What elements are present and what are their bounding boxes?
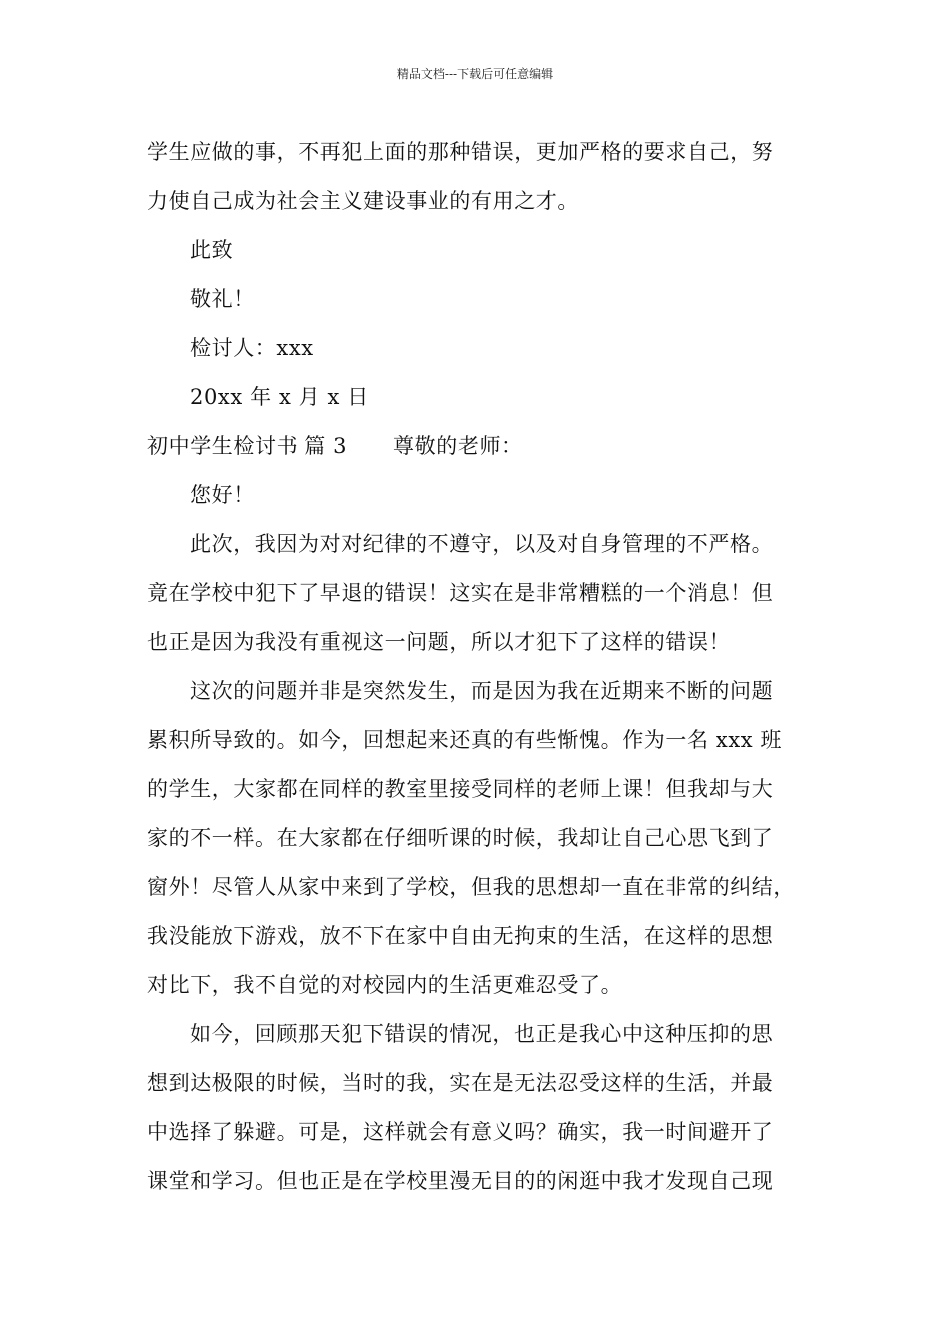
document-body	[147, 128, 827, 1206]
paragraph-line: 这次的问题并非是突然发生，而是因为我在近期来不断的问题	[190, 679, 774, 703]
paragraph-line: 如今，回顾那天犯下错误的情况，也正是我心中这种压抑的思	[190, 1022, 774, 1046]
paragraph-line: 累积所导致的。如今，回想起来还真的有些惭愧。作为一名 xxx 班	[147, 728, 783, 752]
paragraph-line: 竟在学校中犯下了早退的错误！这实在是非常糟糕的一个消息！但	[147, 581, 774, 605]
paragraph-line: 对比下，我不自觉的对校园内的生活更难忍受了。	[147, 973, 623, 997]
closing-salutation: 此致	[190, 238, 234, 262]
page-header: 精品文档---下载后可任意编辑	[396, 67, 554, 81]
paragraph-line: 的学生，大家都在同样的教室里接受同样的老师上课！但我却与大	[147, 777, 774, 801]
paragraph-line: 想到达极限的时候，当时的我，实在是无法忍受这样的生活，并最	[147, 1071, 774, 1095]
signature-line: 检讨人：xxx	[190, 336, 314, 360]
paragraph-line: 也正是因为我没有重视这一问题，所以才犯下了这样的错误！	[147, 630, 731, 654]
paragraph-line: 我没能放下游戏，放不下在家中自由无拘束的生活，在这样的思想	[147, 924, 774, 948]
opening-greeting: 您好！	[190, 483, 255, 507]
paragraph-line: 窗外！尽管人从家中来到了学校，但我的思想却一直在非常的纠结，	[147, 875, 795, 899]
closing-regards: 敬礼！	[190, 287, 255, 311]
paragraph-line: 此次，我因为对对纪律的不遵守，以及对自身管理的不严格。	[190, 532, 774, 556]
paragraph-line: 家的不一样。在大家都在仔细听课的时候，我却让自己心思飞到了	[147, 826, 774, 850]
paragraph-line: 中选择了躲避。可是，这样就会有意义吗？确实，我一时间避开了	[147, 1120, 774, 1144]
section-title: 初中学生检讨书	[147, 434, 299, 458]
date-line: 20xx 年 x 月 x 日	[190, 385, 369, 409]
paragraph-line: 学生应做的事，不再犯上面的那种错误，更加严格的要求自己，努	[147, 140, 774, 164]
section-heading-line	[147, 422, 827, 471]
greeting: 尊敬的老师：	[393, 434, 523, 458]
paragraph-line: 力使自己成为社会主义建设事业的有用之才。	[147, 189, 579, 213]
paragraph-line: 课堂和学习。但也正是在学校里漫无目的的闲逛中我才发现自己现	[147, 1169, 774, 1193]
section-number: 篇 3	[304, 434, 348, 458]
